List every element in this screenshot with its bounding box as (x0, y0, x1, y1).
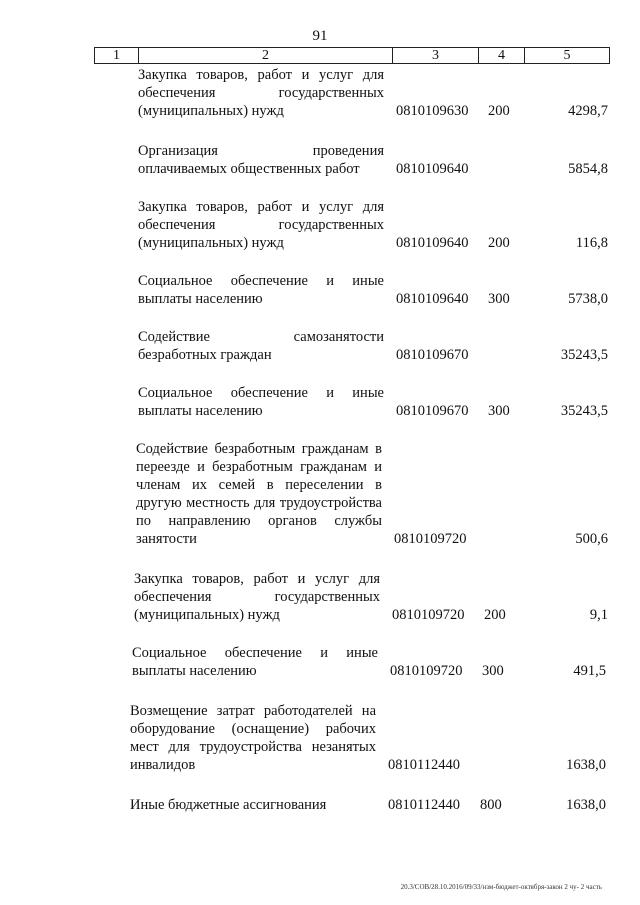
row-code: 0810109670 (396, 347, 469, 363)
row-code: 0810109640 (396, 235, 469, 251)
row-code: 0810109640 (396, 161, 469, 177)
row-description: Возмещение затрат работодателей на оборудование (оснащение) рабочих мест для трудоустройства незанятых инвалидов (130, 703, 376, 773)
row-code: 0810112440 (388, 797, 460, 813)
header-col-5: 5 (563, 48, 571, 63)
row-type: 200 (488, 103, 510, 119)
row-amount: 9,1 (589, 607, 608, 623)
row-amount: 500,6 (575, 531, 608, 547)
row-amount: 5738,0 (568, 291, 608, 307)
row-amount: 491,5 (573, 663, 606, 679)
table-row (0, 198, 640, 252)
row-code: 0810109670 (396, 403, 469, 419)
row-code: 0810109720 (394, 531, 467, 547)
row-description: Содействие самозанятости безработных граждан (138, 329, 384, 363)
page-number: 91 (312, 28, 328, 44)
header-col-3: 3 (393, 48, 479, 63)
row-code: 0810109640 (396, 291, 469, 307)
row-description: Социальное обеспечение и иные выплаты населению (138, 273, 384, 307)
table-row (0, 570, 640, 624)
row-type: 800 (480, 797, 502, 813)
row-description: Социальное обеспечение и иные выплаты населению (138, 385, 384, 419)
row-code: 0810109720 (392, 607, 465, 623)
row-amount: 116,8 (575, 235, 608, 251)
row-type: 300 (488, 291, 510, 307)
row-type: 200 (484, 607, 506, 623)
row-type: 300 (488, 403, 510, 419)
document-footer: 20.3/СОВ/28.10.2016/09/33/нзм-бюджет-октября-закон 2 чу- 2 часть (400, 883, 602, 891)
row-code: 0810109630 (396, 103, 469, 119)
row-type: 200 (488, 235, 510, 251)
header-col-1: 1 (95, 48, 139, 63)
row-description: Иные бюджетные ассигнования (130, 797, 327, 813)
table-row (0, 384, 640, 420)
row-amount: 1638,0 (566, 797, 606, 813)
table-row (0, 796, 640, 814)
table-row (0, 328, 640, 364)
row-type: 300 (482, 663, 504, 679)
table-header (94, 47, 610, 64)
row-code: 0810109720 (390, 663, 463, 679)
row-amount: 35243,5 (560, 403, 608, 419)
table-row (0, 66, 640, 120)
row-description: Организация проведения оплачиваемых общественных работ (138, 143, 384, 177)
table-row (0, 272, 640, 308)
row-description: Закупка товаров, работ и услуг для обеспечения государственных (муниципальных) нужд (134, 571, 380, 623)
row-amount: 5854,8 (568, 161, 608, 177)
header-col-2: 2 (139, 48, 393, 63)
row-amount: 4298,7 (568, 103, 608, 119)
table-row (0, 644, 640, 680)
row-amount: 35243,5 (560, 347, 608, 363)
table-row (0, 142, 640, 178)
row-description: Социальное обеспечение и иные выплаты населению (132, 645, 378, 679)
row-description: Закупка товаров, работ и услуг для обеспечения государственных (муниципальных) нужд (138, 199, 384, 251)
table-row (0, 702, 640, 774)
row-description: Закупка товаров, работ и услуг для обеспечения государственных (муниципальных) нужд (138, 67, 384, 119)
header-col-4: 4 (479, 48, 525, 63)
row-code: 0810112440 (388, 757, 460, 773)
row-amount: 1638,0 (566, 757, 606, 773)
row-description: Содействие безработным гражданам в переезде и безработным гражданам и членам их семей в переселении в другую местность для трудоустройства по направлению органов службы занятости (136, 441, 382, 547)
table-row (0, 440, 640, 548)
